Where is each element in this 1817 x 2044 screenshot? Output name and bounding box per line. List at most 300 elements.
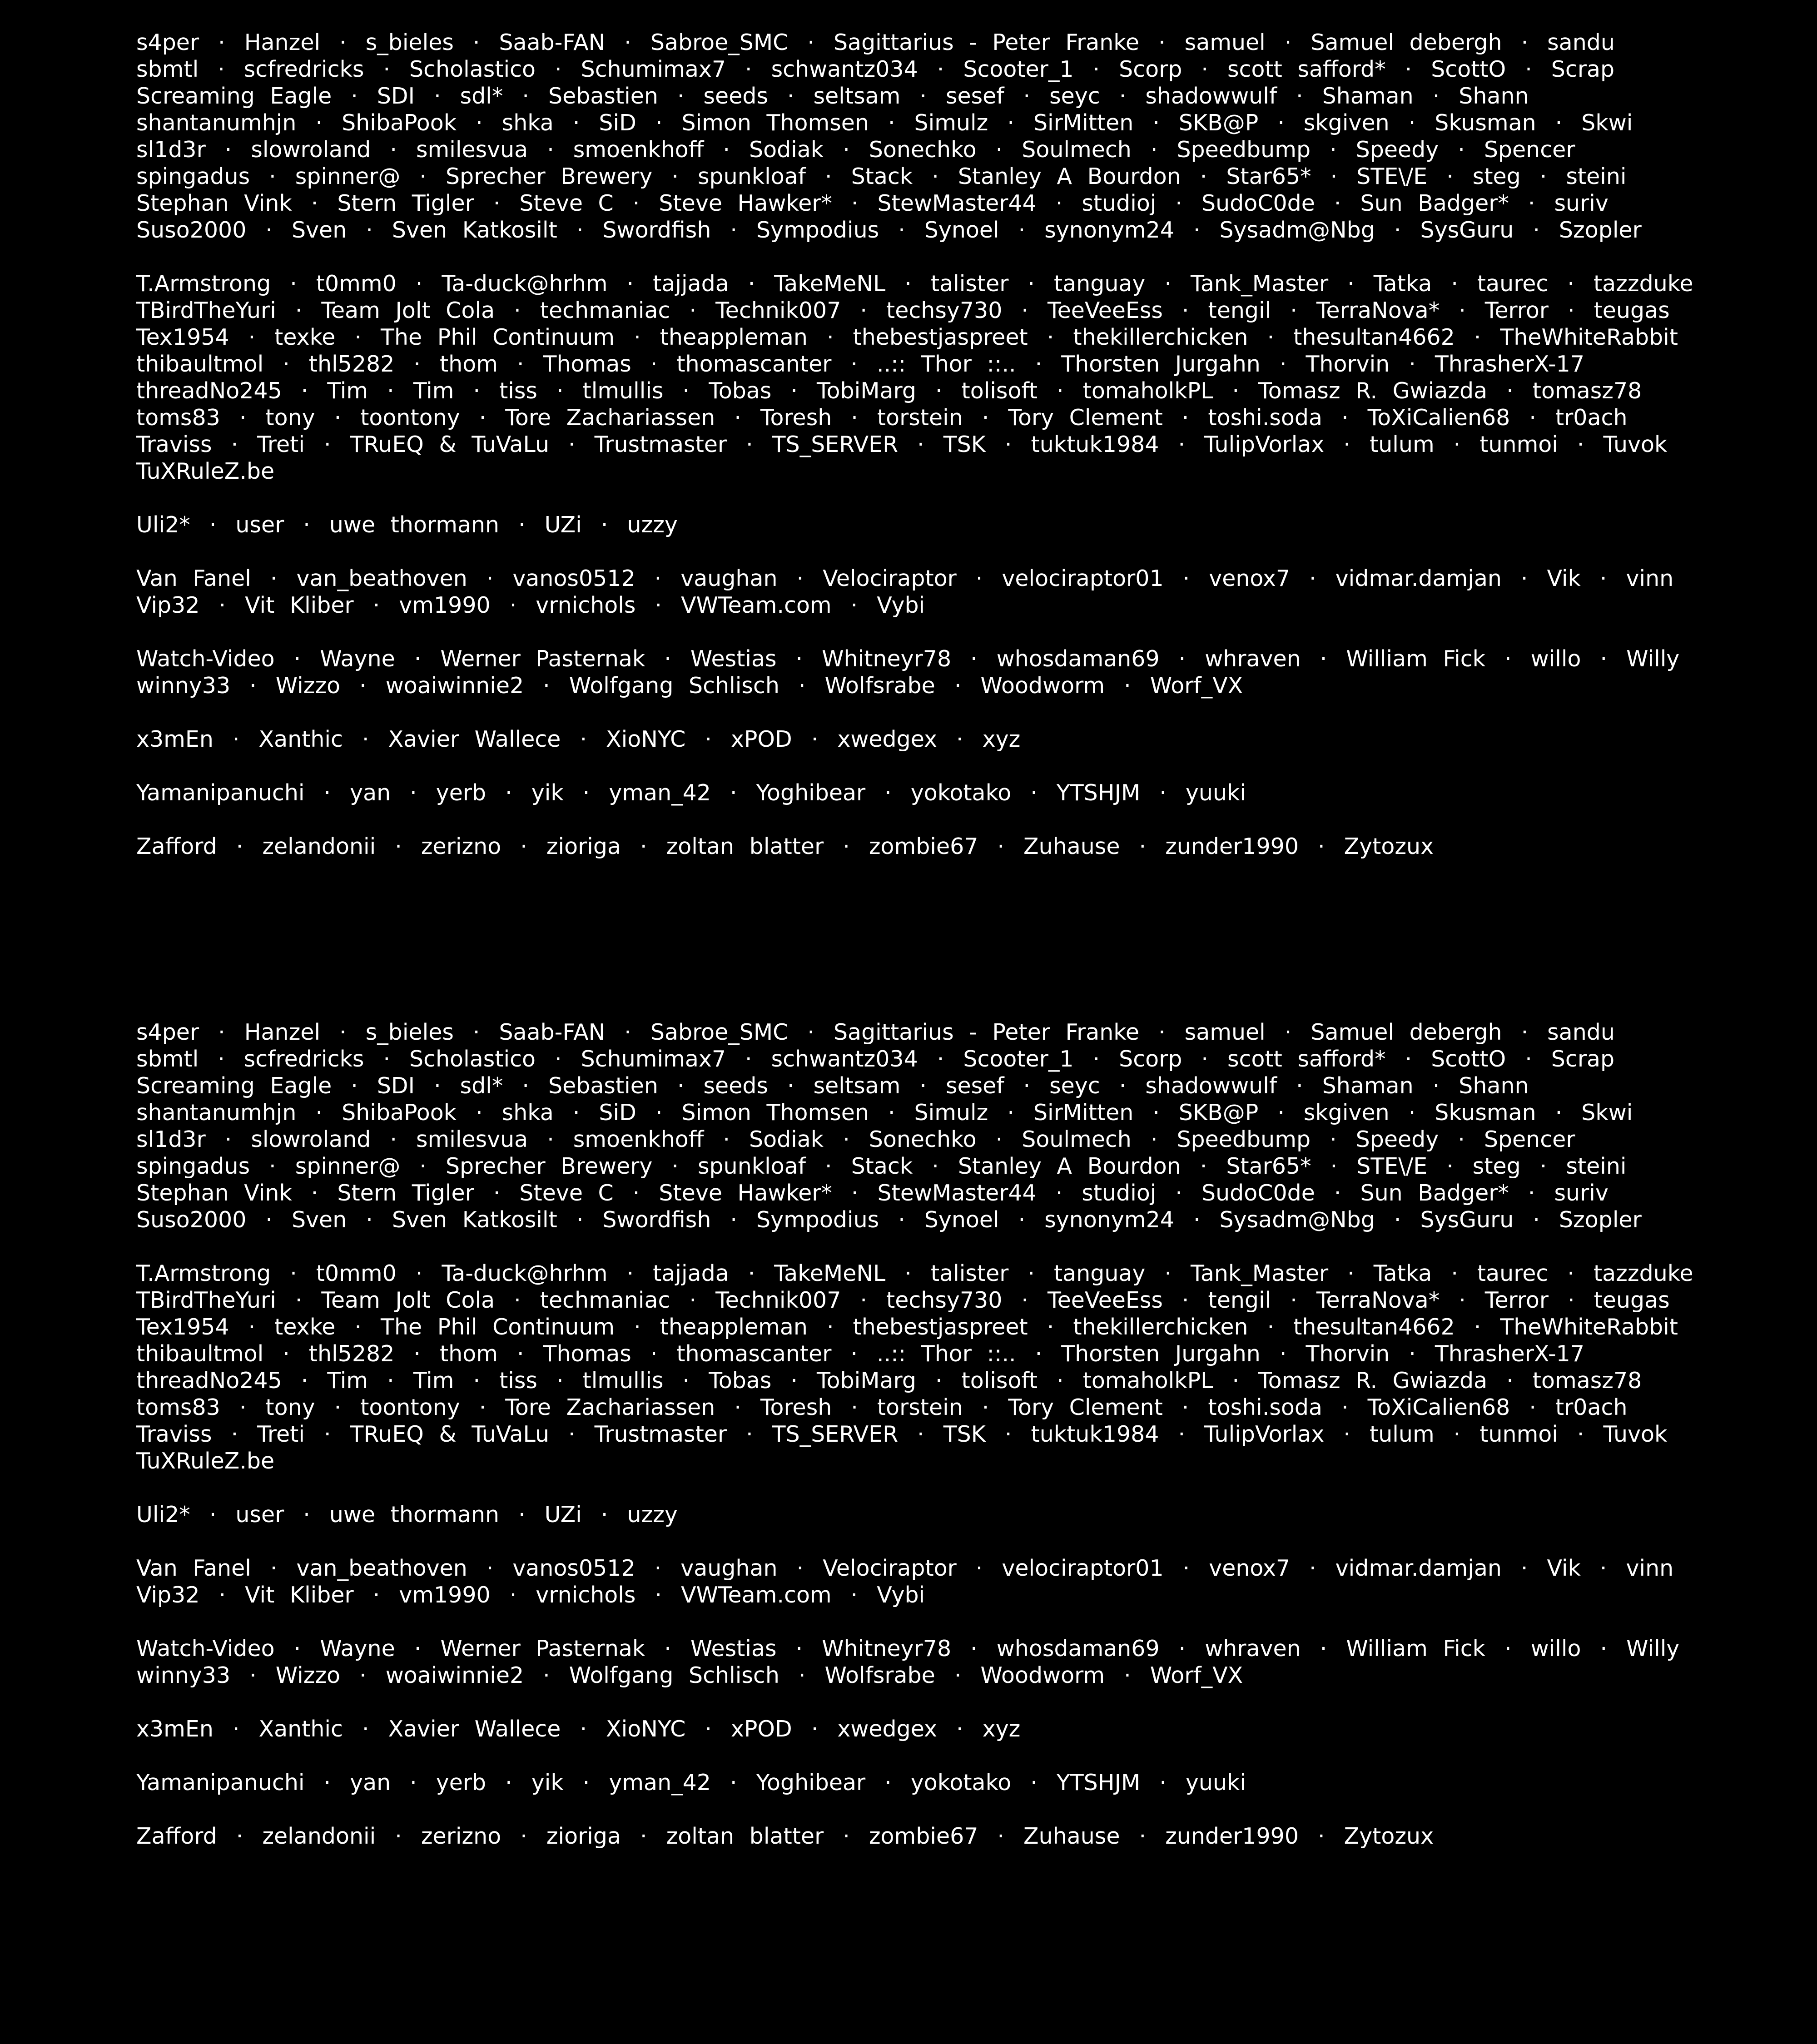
contributor-name: thl5282 bbox=[308, 1341, 395, 1367]
contributor-name: ScottO bbox=[1431, 1046, 1506, 1072]
credits-line bbox=[136, 1260, 1693, 1287]
credits-line bbox=[136, 1153, 1681, 1180]
contributor-name: tomasz78 bbox=[1532, 378, 1642, 404]
contributor-name: xyz bbox=[982, 1716, 1021, 1742]
contributor-name: TeeVeeEss bbox=[1047, 298, 1163, 323]
contributor-name: Sonechko bbox=[869, 137, 977, 163]
credits-paragraph-u bbox=[136, 511, 1681, 538]
contributor-name: Scooter_1 bbox=[963, 1046, 1074, 1072]
name-separator: · bbox=[1267, 1314, 1275, 1340]
contributor-name: xPOD bbox=[730, 726, 792, 752]
contributor-name: Vik bbox=[1547, 1555, 1581, 1581]
name-separator: · bbox=[1347, 1260, 1355, 1286]
name-separator: · bbox=[1150, 137, 1158, 163]
name-separator: · bbox=[1178, 432, 1186, 457]
name-separator: · bbox=[826, 324, 834, 350]
name-separator: · bbox=[655, 1100, 663, 1126]
name-separator: · bbox=[248, 324, 256, 350]
contributor-name: VWTeam.com bbox=[680, 592, 832, 618]
credits-paragraph-y bbox=[136, 779, 1681, 806]
name-separator: · bbox=[383, 1046, 391, 1072]
name-separator: · bbox=[1432, 83, 1440, 109]
contributor-name: teugas bbox=[1594, 1287, 1670, 1313]
name-separator: · bbox=[248, 1314, 256, 1340]
contributor-name: venox7 bbox=[1209, 566, 1291, 591]
name-separator: · bbox=[1007, 110, 1014, 136]
name-separator: · bbox=[390, 1126, 397, 1152]
contributor-name: Velociraptor bbox=[823, 566, 957, 591]
name-separator: · bbox=[1334, 1180, 1341, 1206]
name-separator: · bbox=[655, 592, 662, 618]
name-separator: · bbox=[580, 1716, 587, 1742]
name-separator: · bbox=[1178, 1421, 1186, 1447]
name-separator: · bbox=[935, 378, 943, 404]
contributor-name: Soulmech bbox=[1022, 137, 1132, 163]
name-separator: · bbox=[1175, 190, 1182, 216]
name-separator: · bbox=[547, 137, 554, 163]
contributor-name: TSK bbox=[943, 1421, 986, 1447]
contributor-name: vanos0512 bbox=[512, 1555, 635, 1581]
contributor-name: zoltan blatter bbox=[666, 1823, 824, 1849]
contributor-name: Steve Hawker* bbox=[659, 1180, 832, 1206]
name-separator: · bbox=[904, 1260, 912, 1286]
name-separator: · bbox=[1343, 432, 1350, 457]
contributor-name: s4per bbox=[136, 1019, 199, 1045]
contributor-name: Vybi bbox=[877, 1582, 925, 1608]
name-separator: · bbox=[970, 1636, 978, 1662]
contributor-name: Technik007 bbox=[715, 298, 841, 323]
credits-line bbox=[136, 645, 1681, 672]
contributor-name: Sysadm@Nbg bbox=[1219, 1207, 1375, 1233]
name-separator: · bbox=[745, 56, 752, 82]
contributor-name: seyc bbox=[1049, 83, 1100, 109]
name-separator: · bbox=[1290, 298, 1297, 323]
name-separator: · bbox=[1529, 1394, 1536, 1420]
contributor-name: Wolfgang Schlisch bbox=[569, 1662, 779, 1688]
name-separator: · bbox=[825, 1153, 832, 1179]
name-separator: · bbox=[664, 1636, 671, 1662]
name-separator: · bbox=[295, 298, 303, 323]
contributor-name: seeds bbox=[703, 83, 768, 109]
name-separator: · bbox=[748, 271, 755, 297]
contributor-name: TheWhiteRabbit bbox=[1500, 324, 1678, 350]
contributor-name: toshi.soda bbox=[1208, 1394, 1322, 1420]
name-separator: · bbox=[1446, 1153, 1454, 1179]
credits-line bbox=[136, 1314, 1681, 1340]
name-separator: · bbox=[1277, 110, 1285, 136]
contributor-name: UZi bbox=[544, 1502, 582, 1528]
name-separator: · bbox=[543, 673, 550, 699]
name-separator: · bbox=[705, 726, 712, 752]
name-separator: · bbox=[387, 1368, 394, 1394]
name-separator: · bbox=[1021, 298, 1028, 323]
name-separator: · bbox=[1525, 1046, 1532, 1072]
contributor-name: Vit Kliber bbox=[245, 1582, 354, 1608]
name-separator: · bbox=[1182, 1394, 1189, 1420]
name-separator: · bbox=[224, 1126, 232, 1152]
contributor-name: William Fick bbox=[1346, 646, 1486, 672]
name-separator: · bbox=[479, 405, 487, 431]
name-separator: · bbox=[1200, 1153, 1207, 1179]
contributor-name: sdl* bbox=[460, 83, 503, 109]
contributor-name: woaiwinnie2 bbox=[385, 673, 524, 699]
contributor-name: samuel bbox=[1184, 1019, 1266, 1045]
contributor-name: TheWhiteRabbit bbox=[1500, 1314, 1678, 1340]
contributor-name: s_bieles bbox=[365, 1019, 454, 1045]
contributor-name: tulum bbox=[1370, 1421, 1435, 1447]
contributor-name: yik bbox=[531, 780, 564, 806]
name-separator: · bbox=[414, 1636, 422, 1662]
name-separator: · bbox=[1343, 1421, 1350, 1447]
contributor-name: Xavier Wallece bbox=[388, 726, 561, 752]
contributor-name: yman_42 bbox=[609, 780, 711, 806]
name-separator: · bbox=[493, 190, 501, 216]
name-separator: · bbox=[884, 1770, 892, 1796]
contributor-name: tr0ach bbox=[1555, 1394, 1628, 1420]
name-separator: · bbox=[1451, 271, 1458, 297]
name-separator: · bbox=[283, 1341, 290, 1367]
name-separator: · bbox=[1175, 1180, 1182, 1206]
credits-line bbox=[136, 190, 1681, 217]
contributor-name: whosdaman69 bbox=[996, 646, 1160, 672]
contributor-name: tengil bbox=[1208, 298, 1271, 323]
name-separator: · bbox=[1164, 1260, 1172, 1286]
contributor-name: slowroland bbox=[251, 137, 371, 163]
contributor-name: zombie67 bbox=[869, 1823, 978, 1849]
name-separator: · bbox=[917, 1421, 924, 1447]
contributor-name: Xanthic bbox=[258, 1716, 343, 1742]
name-separator: · bbox=[1201, 1046, 1208, 1072]
contributor-name: Szopler bbox=[1559, 217, 1642, 243]
name-separator: · bbox=[1182, 298, 1189, 323]
name-separator: · bbox=[1007, 1100, 1014, 1126]
name-separator: · bbox=[796, 566, 804, 591]
name-separator: · bbox=[270, 566, 278, 591]
contributor-name: techsy730 bbox=[886, 1287, 1003, 1313]
name-separator: · bbox=[1458, 1126, 1465, 1152]
name-separator: · bbox=[265, 217, 273, 243]
contributor-name: Wayne bbox=[320, 646, 395, 672]
credits-line bbox=[136, 726, 1681, 753]
name-separator: · bbox=[671, 1153, 679, 1179]
credits-paragraph-t bbox=[136, 270, 1693, 485]
credits-line bbox=[136, 1340, 1681, 1367]
name-separator: · bbox=[1474, 324, 1481, 350]
name-separator: · bbox=[624, 30, 631, 55]
name-separator: · bbox=[1577, 432, 1584, 457]
name-separator: · bbox=[372, 592, 380, 618]
contributor-name: yuuki bbox=[1185, 780, 1246, 806]
name-separator: · bbox=[919, 1073, 927, 1099]
name-separator: · bbox=[1018, 1207, 1026, 1233]
contributor-name: Scorp bbox=[1119, 56, 1182, 82]
name-separator: · bbox=[1309, 566, 1316, 591]
contributor-name: Scrap bbox=[1551, 56, 1615, 82]
contributor-name: studioj bbox=[1082, 190, 1157, 216]
contributor-name: tlmullis bbox=[582, 378, 664, 404]
contributor-name: x3mEn bbox=[136, 726, 213, 752]
name-separator: · bbox=[1320, 646, 1327, 672]
credits-paragraph-t bbox=[136, 1260, 1693, 1474]
credits-line bbox=[136, 1019, 1681, 1046]
contributor-name: Wizzo bbox=[275, 673, 341, 699]
contributor-name: samuel bbox=[1184, 30, 1266, 55]
contributor-name: YTSHJM bbox=[1056, 1770, 1141, 1796]
credits-line bbox=[136, 1394, 1681, 1421]
credits-line bbox=[136, 1635, 1681, 1662]
name-separator: · bbox=[249, 673, 257, 699]
contributor-name: t0mm0 bbox=[316, 1260, 397, 1286]
contributor-name: Sabroe_SMC bbox=[650, 1019, 789, 1045]
contributor-name: xwedgex bbox=[837, 726, 938, 752]
name-separator: · bbox=[1057, 1368, 1064, 1394]
contributor-name: thomascanter bbox=[676, 1341, 832, 1367]
contributor-name: tuktuk1984 bbox=[1031, 1421, 1159, 1447]
name-separator: · bbox=[1599, 566, 1607, 591]
name-separator: · bbox=[1521, 30, 1529, 55]
credits-line bbox=[136, 1126, 1681, 1153]
credits-line bbox=[136, 136, 1681, 163]
contributor-name: thekillerchicken bbox=[1073, 1314, 1248, 1340]
name-separator: · bbox=[640, 1823, 647, 1849]
name-separator: · bbox=[1119, 83, 1127, 109]
contributor-name: Thorsten Jurgahn bbox=[1061, 1341, 1261, 1367]
contributor-name: Shaman bbox=[1322, 83, 1414, 109]
contributor-name: skgiven bbox=[1303, 110, 1390, 136]
contributor-name: vinn bbox=[1626, 566, 1674, 591]
contributor-name: Tim bbox=[327, 378, 368, 404]
credits-line bbox=[136, 565, 1681, 592]
contributor-name: shka bbox=[501, 1100, 554, 1126]
name-separator: · bbox=[1021, 1287, 1028, 1313]
name-separator: · bbox=[1520, 1555, 1528, 1581]
name-separator: · bbox=[746, 1421, 753, 1447]
name-separator: · bbox=[265, 1207, 273, 1233]
credits-paragraph-x bbox=[136, 726, 1681, 753]
contributor-name: Tank_Master bbox=[1191, 271, 1329, 297]
name-separator: · bbox=[1341, 1394, 1349, 1420]
name-separator: · bbox=[232, 726, 240, 752]
name-separator: · bbox=[1182, 1287, 1189, 1313]
name-separator: · bbox=[395, 1823, 402, 1849]
contributor-name: Suso2000 bbox=[136, 217, 247, 243]
name-separator: · bbox=[383, 56, 391, 82]
contributor-name: spunkloaf bbox=[698, 164, 806, 189]
contributor-name: Screaming Eagle bbox=[136, 1073, 332, 1099]
contributor-name: seltsam bbox=[813, 83, 901, 109]
name-separator: · bbox=[582, 780, 590, 806]
name-separator: · bbox=[1451, 1260, 1458, 1286]
contributor-name: Zytozux bbox=[1344, 833, 1434, 859]
name-separator: · bbox=[555, 1046, 562, 1072]
contributor-name: Werner Pasternak bbox=[440, 646, 645, 672]
contributor-name: talister bbox=[930, 271, 1009, 297]
contributor-name: thom bbox=[439, 1341, 498, 1367]
contributor-name: Stanley A Bourdon bbox=[958, 1153, 1181, 1179]
contributor-name: Zafford bbox=[136, 1823, 217, 1849]
name-separator: · bbox=[486, 1555, 494, 1581]
contributor-name: William Fick bbox=[1346, 1636, 1486, 1662]
contributor-name: TulipVorlax bbox=[1204, 432, 1325, 457]
contributor-name: Van Fanel bbox=[136, 1555, 251, 1581]
name-separator: · bbox=[1232, 378, 1240, 404]
name-separator: · bbox=[283, 351, 290, 377]
credits-line bbox=[136, 1046, 1681, 1072]
contributor-name: Tex1954 bbox=[136, 1314, 229, 1340]
name-separator: · bbox=[1453, 1421, 1461, 1447]
contributor-name: Van Fanel bbox=[136, 566, 251, 591]
name-separator: · bbox=[410, 780, 417, 806]
contributor-name: Swordfish bbox=[602, 217, 711, 243]
name-separator: · bbox=[580, 726, 587, 752]
contributor-name: sbmtl bbox=[136, 56, 199, 82]
contributor-name: SysGuru bbox=[1420, 1207, 1514, 1233]
name-separator: · bbox=[1279, 351, 1287, 377]
contributor-name: techsy730 bbox=[886, 298, 1003, 323]
name-separator: · bbox=[339, 30, 347, 55]
name-separator: · bbox=[904, 271, 912, 297]
contributor-name: shadowwulf bbox=[1145, 83, 1277, 109]
name-separator: · bbox=[1092, 1046, 1100, 1072]
name-separator: · bbox=[932, 164, 939, 189]
contributor-name: steini bbox=[1566, 164, 1627, 189]
name-separator: · bbox=[954, 673, 962, 699]
contributor-name: Simon Thomsen bbox=[681, 110, 869, 136]
contributor-name: Yamanipanuchi bbox=[136, 780, 305, 806]
credits-line bbox=[136, 1823, 1681, 1850]
contributor-name: whosdaman69 bbox=[996, 1636, 1160, 1662]
name-separator: · bbox=[1152, 1100, 1160, 1126]
name-separator: · bbox=[632, 190, 640, 216]
name-separator: · bbox=[1320, 1636, 1327, 1662]
contributor-name: Speedbump bbox=[1177, 1126, 1311, 1152]
contributor-name: van_beathoven bbox=[296, 1555, 467, 1581]
contributor-name: Thorvin bbox=[1306, 1341, 1390, 1367]
contributor-name: vidmar.damjan bbox=[1335, 1555, 1502, 1581]
contributor-name: taurec bbox=[1477, 1260, 1549, 1286]
contributor-name: zerizno bbox=[421, 1823, 501, 1849]
name-separator: · bbox=[514, 298, 521, 323]
contributor-name: SiD bbox=[599, 110, 636, 136]
contributor-name: Simulz bbox=[914, 1100, 988, 1126]
name-separator: · bbox=[937, 1046, 944, 1072]
contributor-name: teugas bbox=[1594, 298, 1670, 323]
name-separator: · bbox=[723, 137, 730, 163]
name-separator: · bbox=[1028, 271, 1035, 297]
name-separator: · bbox=[218, 1019, 225, 1045]
name-separator: · bbox=[362, 726, 369, 752]
contributor-name: smilesvua bbox=[416, 1126, 528, 1152]
name-separator: · bbox=[1600, 646, 1608, 672]
name-separator: · bbox=[843, 1126, 850, 1152]
contributor-name: zelandonii bbox=[262, 1823, 376, 1849]
contributor-name: Sebastien bbox=[548, 1073, 658, 1099]
name-separator: · bbox=[582, 1770, 590, 1796]
name-separator: · bbox=[795, 1636, 803, 1662]
credits-line bbox=[136, 1421, 1681, 1448]
contributor-name: toontony bbox=[360, 1394, 460, 1420]
credits-line bbox=[136, 1206, 1681, 1233]
name-separator: · bbox=[387, 378, 394, 404]
credits-block bbox=[136, 29, 1693, 860]
credits-paragraph-w bbox=[136, 1635, 1681, 1689]
contributor-name: steg bbox=[1472, 164, 1521, 189]
name-separator: · bbox=[218, 1582, 226, 1608]
name-separator: · bbox=[650, 351, 658, 377]
name-separator: · bbox=[1474, 1314, 1481, 1340]
name-separator: · bbox=[1284, 30, 1292, 55]
contributor-name: vidmar.damjan bbox=[1335, 566, 1502, 591]
name-separator: · bbox=[682, 378, 690, 404]
contributor-name: Skwi bbox=[1581, 1100, 1633, 1126]
contributor-name: yerb bbox=[436, 780, 487, 806]
contributor-name: Sven bbox=[291, 217, 347, 243]
name-separator: · bbox=[937, 56, 944, 82]
contributor-name: Scholastico bbox=[409, 1046, 536, 1072]
name-separator: · bbox=[798, 673, 806, 699]
contributor-name: willo bbox=[1530, 646, 1581, 672]
contributor-name: sandu bbox=[1547, 30, 1615, 55]
name-separator: · bbox=[932, 1153, 939, 1179]
name-separator: · bbox=[787, 1073, 794, 1099]
contributor-name: tajjada bbox=[653, 271, 729, 297]
name-separator: · bbox=[734, 1394, 741, 1420]
contributor-name: ..:: Thor ::.. bbox=[877, 351, 1016, 377]
name-separator: · bbox=[601, 1502, 608, 1528]
contributor-name: Ta-duck@hrhm bbox=[442, 271, 608, 297]
contributor-name: tony bbox=[265, 1394, 315, 1420]
name-separator: · bbox=[334, 405, 342, 431]
contributor-name: tomaholkPL bbox=[1082, 1368, 1213, 1394]
name-separator: · bbox=[568, 1421, 576, 1447]
contributor-name: Stern Tigler bbox=[337, 190, 474, 216]
contributor-name: uzzy bbox=[627, 1502, 678, 1528]
name-separator: · bbox=[798, 1662, 806, 1688]
contributor-name: SKB@P bbox=[1178, 110, 1259, 136]
contributor-name: toms83 bbox=[136, 405, 220, 431]
contributor-name: Swordfish bbox=[602, 1207, 711, 1233]
contributor-name: Wayne bbox=[320, 1636, 395, 1662]
name-separator: · bbox=[311, 1180, 318, 1206]
contributor-name: uwe thormann bbox=[329, 1502, 500, 1528]
contributor-name: Toresh bbox=[760, 1394, 832, 1420]
credits-paragraph-w bbox=[136, 645, 1681, 699]
contributor-name: Szopler bbox=[1559, 1207, 1642, 1233]
name-separator: · bbox=[664, 646, 671, 672]
name-separator: · bbox=[1290, 1287, 1297, 1313]
credits-line bbox=[136, 56, 1681, 83]
name-separator: · bbox=[1124, 673, 1131, 699]
contributor-name: Whitneyr78 bbox=[822, 1636, 952, 1662]
name-separator: · bbox=[572, 110, 580, 136]
contributor-name: Sprecher Brewery bbox=[445, 164, 653, 189]
name-separator: · bbox=[1600, 1636, 1608, 1662]
name-separator: · bbox=[746, 432, 753, 457]
contributor-name: thom bbox=[439, 351, 498, 377]
contributor-name: Worf_VX bbox=[1150, 673, 1243, 699]
credits-paragraph-x bbox=[136, 1716, 1681, 1742]
contributor-name: Speedbump bbox=[1177, 137, 1311, 163]
credits-line bbox=[136, 1501, 1681, 1528]
contributor-name: yman_42 bbox=[609, 1770, 711, 1796]
name-separator: · bbox=[415, 271, 423, 297]
contributor-name: willo bbox=[1530, 1636, 1581, 1662]
contributor-name: TRuEQ & TuVaLu bbox=[350, 1421, 550, 1447]
contributor-name: smoenkhoff bbox=[573, 1126, 704, 1152]
name-separator: · bbox=[1164, 271, 1172, 297]
name-separator: · bbox=[290, 1260, 297, 1286]
contributor-name: SKB@P bbox=[1178, 1100, 1259, 1126]
